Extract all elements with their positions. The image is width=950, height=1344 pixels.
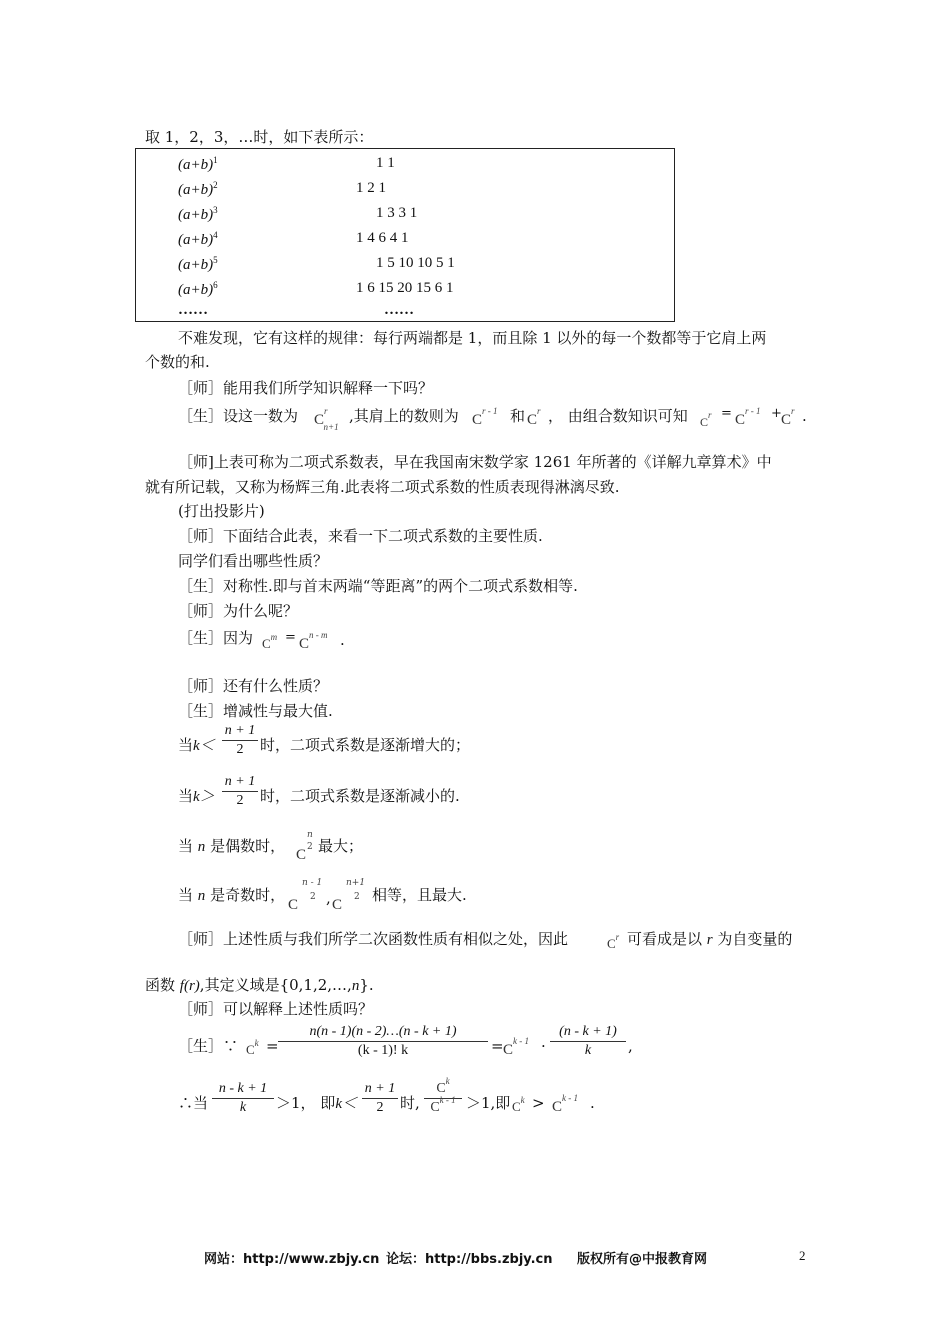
- teacher-remark-3b: 同学们看出哪些性质？: [178, 552, 329, 570]
- row-exponent: 2: [213, 180, 218, 190]
- therefore-label: ∴当: [178, 1094, 209, 1112]
- row-exponent: 4: [213, 230, 218, 240]
- n-var: n: [351, 978, 360, 994]
- projector-note: (打出投影片): [178, 502, 265, 520]
- fraction-nk1-over-k: [212, 1081, 274, 1116]
- student-answer-5: ［生］∵: [178, 1037, 239, 1055]
- text: ,其定义域是{0,1,2,…,: [199, 976, 352, 994]
- numerator: n - k + 1: [218, 1081, 268, 1096]
- text: 是偶数时，: [210, 837, 286, 855]
- student-answer-2: ［生］对称性.即与首末两端“等距离”的两个二项式系数相等.: [178, 577, 578, 595]
- numerator: n(n - 1)(n - 2)…(n - k + 1): [309, 1024, 457, 1039]
- teacher-remark-6a: ［师］上述性质与我们所学二次函数性质有相似之处，因此: [178, 930, 569, 948]
- c-symbol: C: [299, 636, 310, 652]
- student-answer-4: ［生］增减性与最大值.: [178, 702, 333, 720]
- footer-copyright: 版权所有@中报教育网: [577, 1252, 708, 1267]
- when-lt-desc: 时，二项式系数是逐渐增大的；: [260, 736, 471, 754]
- footer-site: 网站：http://www.zbjy.cn: [204, 1252, 380, 1267]
- table-ellipsis-left: ……: [178, 302, 208, 318]
- intro-text: 取 1，2，3，…时，如下表所示：: [145, 128, 374, 146]
- eq-sign-2: =: [285, 630, 296, 645]
- comma-2: ,: [628, 1037, 633, 1055]
- table-row: [178, 205, 218, 224]
- teacher-question-7: ［师］可以解释上述性质吗？: [178, 1000, 374, 1018]
- plus-sign: +: [771, 406, 782, 421]
- sup: r: [324, 406, 328, 416]
- therefore-d: ＞1,即: [466, 1094, 511, 1112]
- row-coefficients: 1 2 1: [356, 180, 386, 196]
- r-var: r: [706, 932, 713, 948]
- text: 当: [178, 736, 194, 754]
- odd-desc: 相等，且最大.: [372, 886, 467, 904]
- therefore-c: 时,: [400, 1094, 420, 1112]
- row-label: (a+b): [178, 157, 214, 173]
- fraction-n1-over-2: [362, 1081, 398, 1116]
- comb-c-m-n: [262, 634, 277, 655]
- row-coefficients: 1 1: [376, 155, 395, 171]
- c-symbol: C: [781, 412, 792, 428]
- student-answer-3: ［生］因为: [178, 629, 254, 647]
- teacher-remark-3: ［师］下面结合此表，来看一下二项式系数的主要性质.: [178, 527, 543, 545]
- denominator: 2: [376, 1100, 384, 1115]
- f-r: f(r): [179, 978, 200, 994]
- text: 可看成是以: [627, 930, 703, 948]
- c-symbol: C: [436, 1081, 446, 1096]
- row-label: (a+b): [178, 232, 214, 248]
- comb-c-k-n: [246, 1040, 259, 1061]
- c-symbol: C: [512, 1099, 521, 1114]
- teacher-question-1: ［师］能用我们所学知识解释一下吗？: [178, 379, 434, 397]
- comb-c-k1-n-2: [552, 1093, 579, 1118]
- comb-c-r1-n: [472, 406, 498, 431]
- sup-2: 2: [310, 892, 316, 902]
- c-symbol: C: [314, 412, 325, 428]
- sup-n-plus-1: n+1: [346, 878, 366, 888]
- sup-n: n: [307, 830, 313, 840]
- comb-c-nm-n: [299, 630, 328, 655]
- text: 是奇数时，: [210, 886, 286, 904]
- therefore-b: [276, 1093, 357, 1114]
- rule-line-2: 个数的和.: [145, 353, 210, 371]
- when-gt-desc: 时，二项式系数是逐渐减小的.: [260, 787, 460, 805]
- pascal-table: [135, 148, 675, 322]
- k-lt: k＜: [335, 1096, 357, 1112]
- k-gt: k＞: [193, 789, 215, 805]
- numerator: n + 1: [364, 1081, 396, 1096]
- teacher-remark-6b: [627, 929, 792, 950]
- page-number: 2: [799, 1248, 806, 1263]
- row-label: (a+b): [178, 257, 214, 273]
- fraction-n1-over-2: [222, 774, 258, 809]
- sup: k: [520, 1095, 525, 1105]
- row-coefficients: 1 4 6 4 1: [356, 230, 409, 246]
- sup: r: [615, 932, 620, 942]
- table-row: [178, 230, 218, 249]
- text: ［生］设这一数为: [178, 407, 299, 425]
- sup-2: 2: [307, 842, 313, 852]
- row-coefficients: 1 5 10 10 5 1: [376, 255, 455, 271]
- dot: ·: [541, 1037, 546, 1055]
- fraction-big: [278, 1024, 488, 1059]
- fraction-bar: [222, 740, 258, 741]
- sup: n - m: [309, 630, 328, 640]
- row-coefficients: 1 3 3 1: [376, 205, 418, 221]
- fraction-ratio: [550, 1024, 626, 1059]
- comb-c-k1-n: [503, 1036, 530, 1061]
- sup: r - 1: [745, 406, 761, 416]
- c-symbol: C: [607, 936, 616, 951]
- table-row: [178, 155, 218, 174]
- sup-n-minus-1: n - 1: [302, 878, 323, 888]
- rule-line-1: 不难发现，它有这样的规律：每行两端都是 1，而且除 1 以外的每一个数都等于它肩上两: [178, 329, 767, 347]
- comma: ,: [326, 889, 331, 907]
- row-exponent: 5: [213, 255, 218, 265]
- c-symbol: C: [552, 1099, 563, 1115]
- comb-c-n-plus: [332, 895, 342, 915]
- period-2: .: [340, 631, 345, 649]
- row-label: (a+b): [178, 182, 214, 198]
- comb-c-r-n-2: [781, 406, 795, 431]
- text: 函数: [145, 976, 176, 994]
- text: 当: [178, 837, 194, 855]
- even-line: [178, 836, 285, 857]
- table-row: [178, 280, 218, 299]
- c-symbol: C: [527, 412, 538, 428]
- table-row: [178, 180, 218, 199]
- sup: k: [445, 1076, 450, 1086]
- c-symbol: C: [262, 636, 271, 651]
- teacher-remark-2a: ［师]上表可称为二项式系数表，早在我国南宋数学家 1261 年所著的《详解九章算术》中: [178, 453, 772, 471]
- comb-c-k-n-2: [512, 1097, 525, 1118]
- row-exponent: 3: [213, 205, 218, 215]
- row-coefficients: 1 6 15 20 15 6 1: [356, 280, 454, 296]
- c-symbol: C: [430, 1100, 440, 1115]
- teacher-question-4: ［师］为什么呢？: [178, 602, 299, 620]
- sup: r - 1: [482, 406, 498, 416]
- c-symbol: C: [735, 412, 746, 428]
- eq-sign-3: =: [266, 1037, 279, 1055]
- teacher-remark-2b: 就有所记载，又称为杨辉三角.此表将二项式系数的性质表现得淋漓尽致.: [145, 478, 620, 496]
- when-gt-label: [178, 786, 215, 807]
- text: 当: [178, 886, 194, 904]
- sup: k: [254, 1038, 259, 1048]
- c-symbol: C: [332, 897, 343, 913]
- comb-c-r-n-3: [607, 934, 619, 955]
- even-desc: 最大；: [318, 837, 364, 855]
- sub: n+1: [323, 422, 339, 432]
- k-lt: k＜: [193, 738, 215, 754]
- c-symbol: C: [700, 415, 709, 429]
- sup: r: [791, 406, 795, 416]
- period: .: [802, 407, 807, 425]
- n-var: n: [197, 839, 206, 855]
- table-row: [178, 255, 218, 274]
- function-domain: [145, 975, 374, 996]
- comb-c-r1-n-2: [735, 406, 761, 431]
- odd-line: [178, 885, 285, 906]
- c-symbol: C: [472, 412, 483, 428]
- teacher-question-5: ［师］还有什么性质？: [178, 677, 329, 695]
- comb-c-r-n1-small: [700, 412, 712, 433]
- sup-2: 2: [354, 892, 360, 902]
- n-var: n: [197, 888, 206, 904]
- c-symbol: C: [296, 847, 307, 863]
- student-answer-1-c: 和: [510, 407, 526, 425]
- fraction-bar: [550, 1041, 626, 1042]
- when-lt-label: [178, 735, 215, 756]
- comb-c-r-n: [527, 406, 541, 431]
- denominator: k: [584, 1043, 592, 1058]
- c-symbol: C: [288, 897, 299, 913]
- sup: k - 1: [562, 1093, 579, 1103]
- sup: k - 1: [439, 1095, 456, 1105]
- numerator: (n - k + 1): [559, 1024, 617, 1039]
- footer-forum: 论坛：http://bbs.zbjy.cn: [386, 1252, 553, 1267]
- fraction-bar: [278, 1041, 488, 1042]
- fraction-n1-over-2: [222, 723, 258, 758]
- fraction-bar: [362, 1098, 398, 1099]
- fraction-bar: [212, 1098, 274, 1099]
- text: ＞1， 即: [276, 1094, 336, 1112]
- text: }.: [359, 976, 374, 994]
- denominator: 2: [236, 793, 244, 808]
- numerator: n + 1: [224, 723, 256, 738]
- numerator: n + 1: [224, 774, 256, 789]
- row-exponent: 1: [213, 155, 218, 165]
- text: 为自变量的: [717, 930, 793, 948]
- denominator: k: [239, 1100, 247, 1115]
- student-answer-1: [178, 406, 298, 426]
- row-label: (a+b): [178, 207, 214, 223]
- denominator: 2: [236, 742, 244, 757]
- sup: r: [537, 406, 541, 416]
- eq-sign: =: [721, 406, 732, 421]
- sup: m: [270, 632, 278, 642]
- student-answer-1-b: ,其肩上的数则为: [349, 407, 459, 425]
- row-label: (a+b): [178, 282, 214, 298]
- gt-sign: >: [532, 1094, 545, 1112]
- sup: r: [708, 410, 712, 420]
- row-exponent: 6: [213, 280, 218, 290]
- comb-c-n2-n: [296, 845, 306, 865]
- c-symbol: C: [503, 1042, 514, 1058]
- fraction-ck-over-ck1: [424, 1076, 462, 1116]
- sup: k - 1: [513, 1036, 530, 1046]
- text: 当: [178, 787, 194, 805]
- table-ellipsis-right: ……: [384, 302, 414, 318]
- eq-sign-4: =: [491, 1037, 504, 1055]
- denominator: [424, 1095, 462, 1116]
- denominator: (k - 1)! k: [357, 1043, 409, 1058]
- student-answer-1-d: ， 由组合数知识可知: [548, 407, 688, 425]
- c-symbol: C: [246, 1042, 255, 1057]
- comb-c-r-n1: [314, 406, 343, 432]
- comb-c-n-minus: [288, 895, 298, 915]
- period-3: .: [590, 1094, 595, 1112]
- fraction-bar: [222, 791, 258, 792]
